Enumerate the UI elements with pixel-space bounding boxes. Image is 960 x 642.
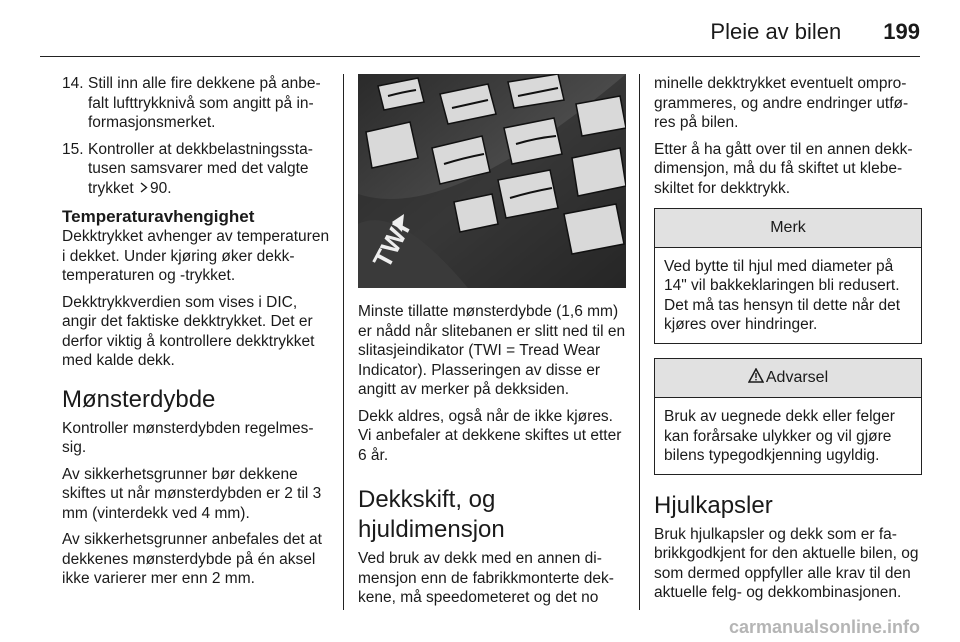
list-item-text: Still inn alle fire dekkene på anbefalt lufttrykknivå som angitt på informasjonsmerket. — [88, 75, 321, 131]
column-middle — [358, 74, 626, 615]
warning-body: Bruk av uegnede dekk eller felger kan forårsake ulykker og vil gjøre bilens typegodkjenning ugyldig. — [664, 408, 895, 464]
paragraph: Etter å ha gått over til en annen dekkdimensjon, må du få skiftet ut klebeskiltet for dekktrykk. — [654, 140, 913, 197]
header-rule — [40, 56, 920, 57]
tread-depth-heading: Mønsterdybde — [62, 385, 216, 413]
note-box — [654, 208, 922, 344]
warning-triangle-icon — [748, 368, 764, 389]
list-item-number: 14. — [62, 75, 84, 92]
paragraph: minelle dekktrykket eventuelt omprogrammeres, og andre endringer utføres på bilen. — [654, 75, 909, 131]
note-title: Merk — [655, 209, 921, 248]
list-item-text-main: Kontroller at dekkbelastningsstatusen samsvarer med det valgte trykket — [88, 140, 313, 197]
paragraph: Av sikkerhetsgrunner anbefales det at dekkenes mønsterdybde på én aksel ikke varierer mer enn 2 mm. — [62, 531, 322, 587]
paragraph: Bruk hjulkapsler og dekk som er fabrikkgodkjent for den aktuelle bilen, og som dermed oppfyller alle krav til den aktuelle felg- og dekkombinasjonen. — [654, 525, 919, 601]
column-right — [654, 74, 922, 610]
column-divider — [639, 74, 640, 610]
temperature-heading: Temperaturavhengighet — [62, 207, 255, 226]
paragraph: Minste tillatte mønsterdybde (1,6 mm) er nådd når slitebanen er slitt ned til en slitasjeindikator (TWI = Tread Wear Indicator). Plasseringen av disse er angitt av merker på dekksiden. — [358, 303, 626, 398]
paragraph: Dekktrykkverdien som vises i DIC, angir det faktiske dekktrykket. Det er derfor viktig å kontrollere dekktrykket med kalde dekk. — [62, 293, 315, 369]
watermark: carmanualsonline.info — [728, 617, 920, 637]
column-left — [62, 74, 330, 596]
page-header — [710, 14, 920, 50]
column-divider — [343, 74, 344, 610]
paragraph: Av sikkerhetsgrunner bør dekkene skiftes ut når mønsterdybden er 2 til 3 mm (vinterdekk ved 4 mm). — [62, 465, 322, 522]
warning-title: Advarsel — [765, 368, 829, 386]
list-item-text — [88, 140, 330, 199]
page-number: 199 — [883, 19, 920, 44]
chevron-right-icon — [140, 179, 148, 199]
paragraph: Dekktrykket avhenger av temperaturen i dekket. Under kjøring øker dekktemperaturen og -trykket. — [62, 228, 330, 284]
tire-change-heading: Dekkskift, og hjuldimensjon — [358, 486, 505, 543]
list-item — [62, 74, 330, 133]
tire-tread-illustration — [358, 74, 626, 288]
hubcaps-heading: Hjulkapsler — [654, 491, 773, 519]
warning-header — [655, 359, 921, 399]
note-body: Ved bytte til hjul med diameter på 14" vil bakkeklaringen bli redusert. Det må tas hensyn til dette når det kjøres over hindringer. — [664, 257, 901, 333]
twi-label: TWI — [366, 216, 416, 273]
warning-box — [654, 358, 922, 475]
page-reference: 90. — [149, 179, 172, 197]
page-title: Pleie av bilen — [710, 19, 842, 44]
list-item — [62, 140, 330, 199]
paragraph: Ved bruk av dekk med en annen dimensjon enn de fabrikkmonterte dekkene, må speedometeret og det no — [358, 550, 614, 606]
paragraph: Dekk aldres, også når de ikke kjøres. Vi anbefaler at dekkene skiftes ut etter 6 år. — [358, 407, 622, 464]
paragraph: Kontroller mønsterdybden regelmessig. — [62, 419, 314, 456]
list-item-number: 15. — [62, 140, 84, 158]
